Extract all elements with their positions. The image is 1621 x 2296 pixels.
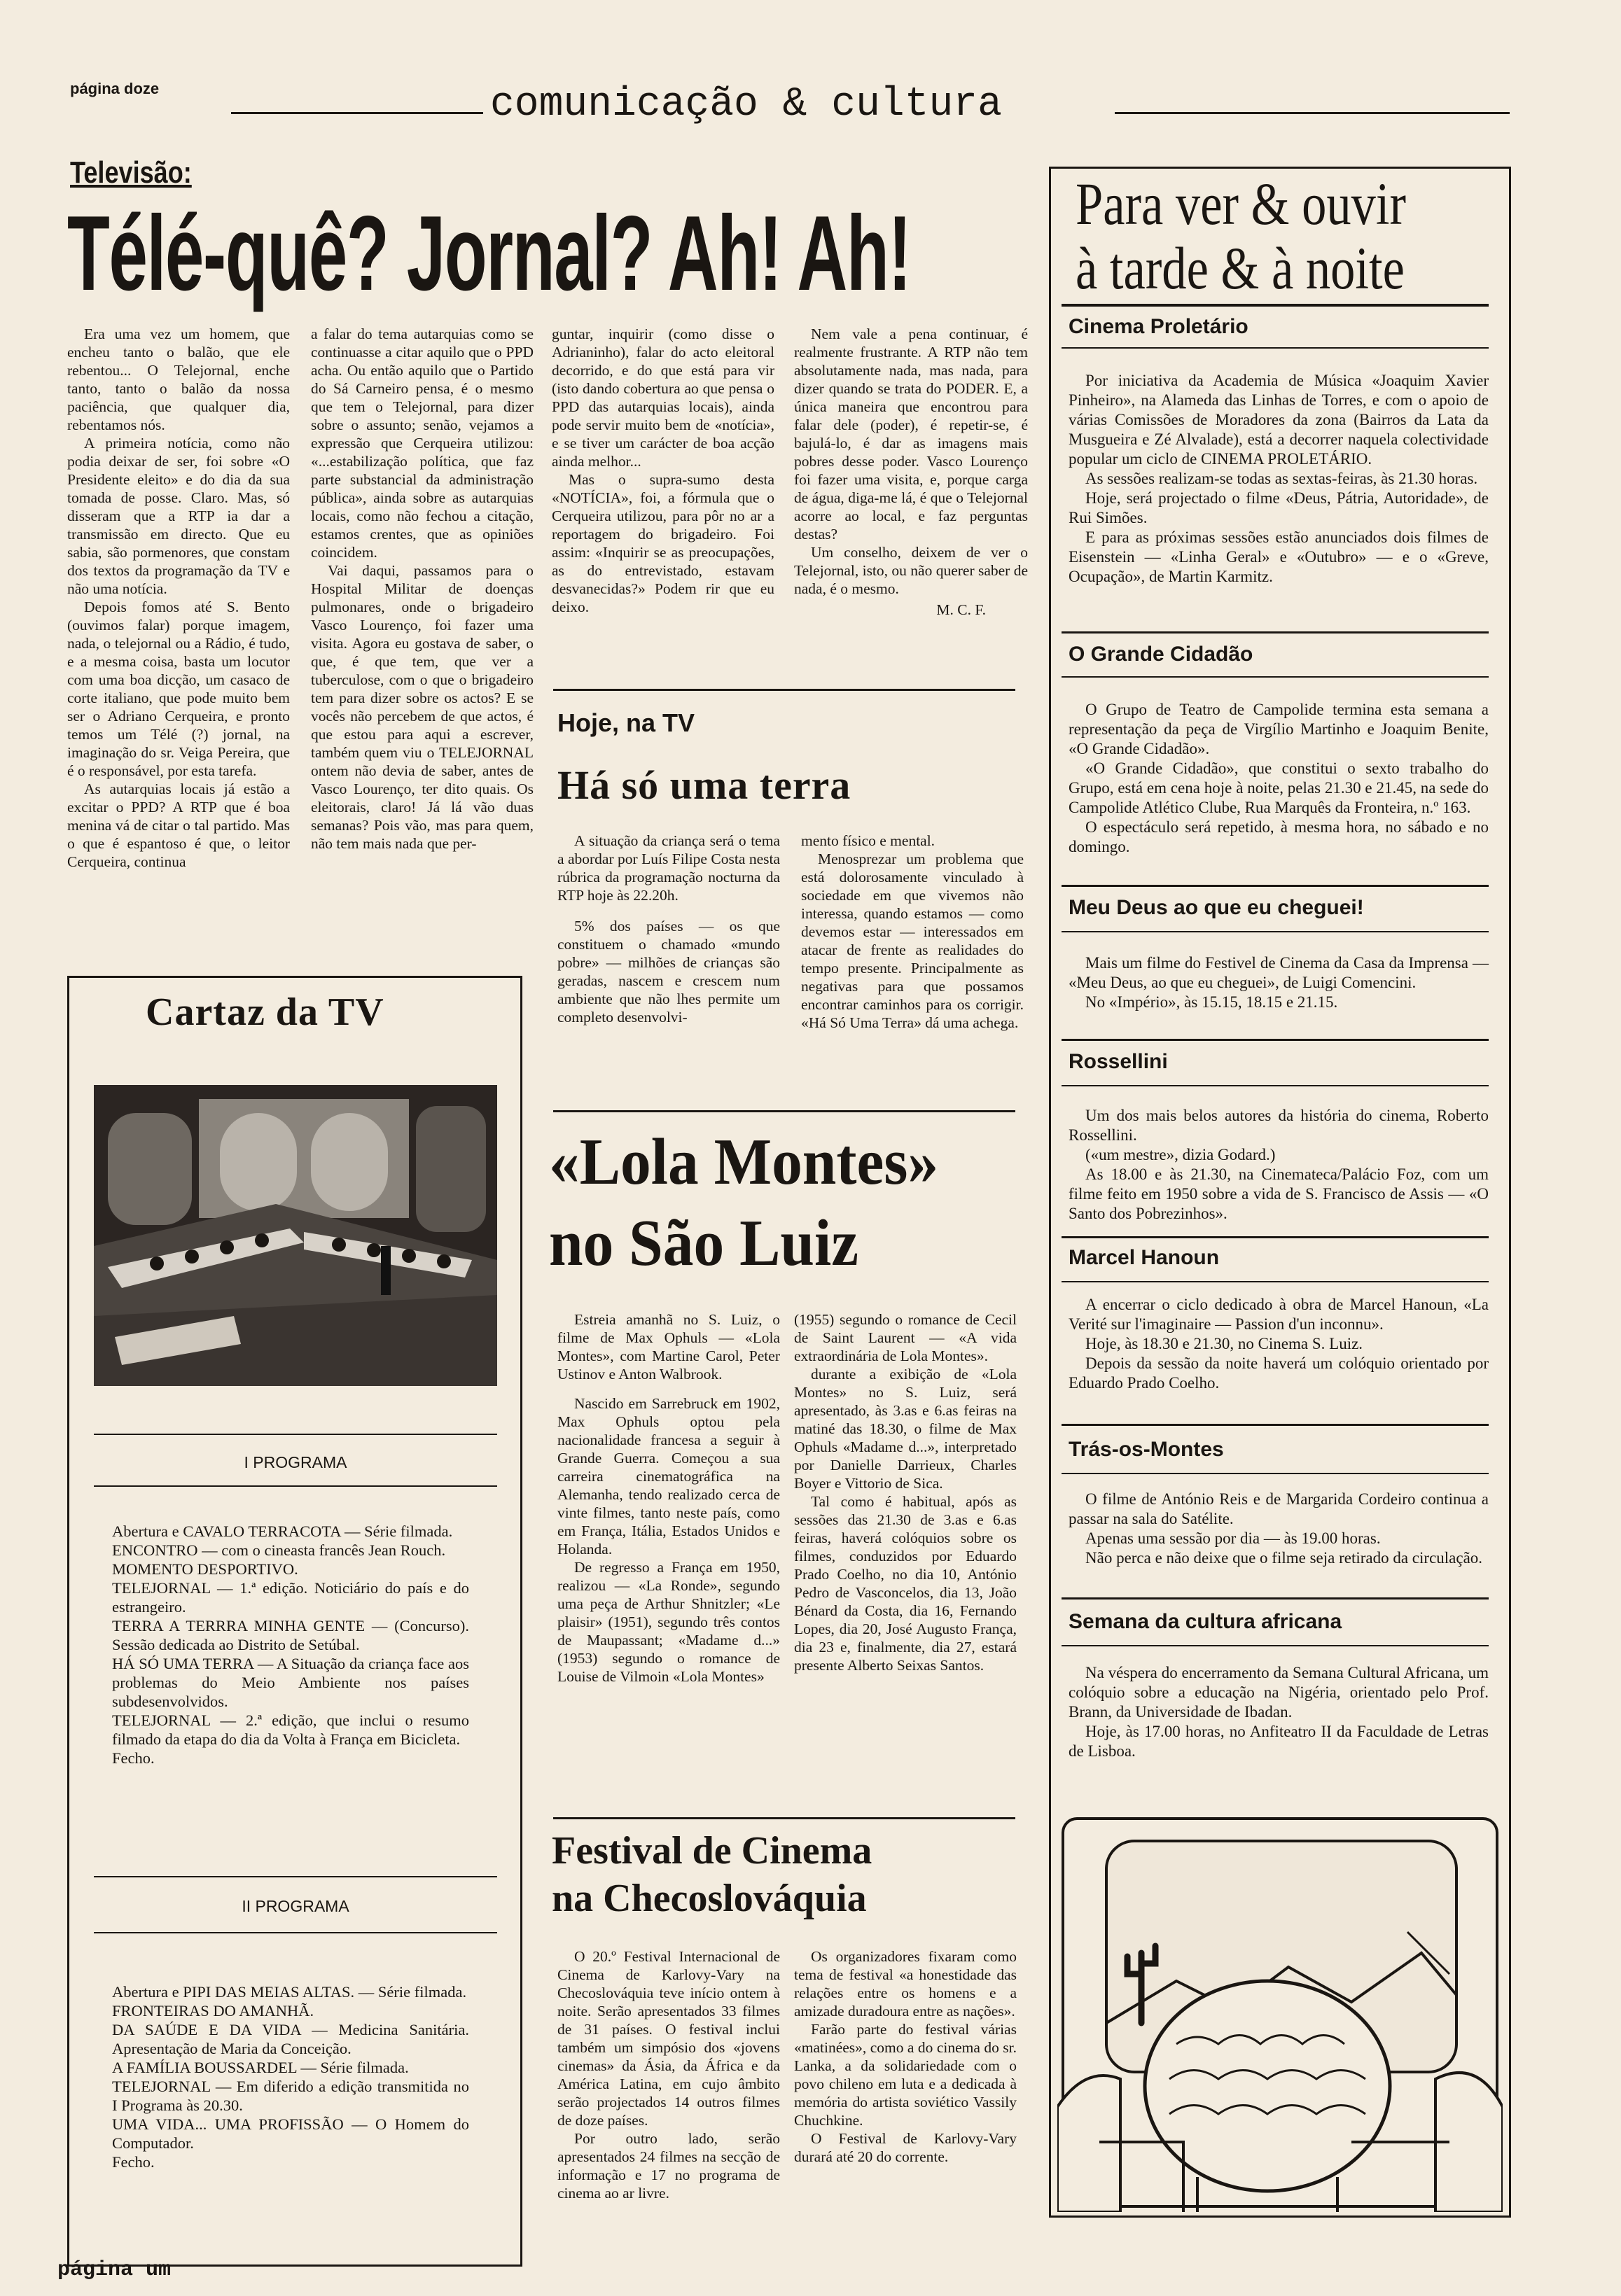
paragraph: («um mestre», dizia Godard.) (1085, 1146, 1276, 1163)
list-item: UMA VIDA... UMA PROFISSÃO — O Homem do Computador. (112, 2115, 469, 2152)
tv-article-col3 (552, 325, 774, 616)
divider (1062, 1085, 1489, 1086)
paragraph: «O Grande Cidadão», que constitui o sexto trabalho do Grupo, está em cena hoje à noite, pelas 21.30 e 21.45, na sede do Campolide Atlético Clube, Rua Marquês da Fronteira, n.º 163. (1069, 760, 1489, 816)
festival-headline-line2: na Checoslováquia (552, 1877, 867, 1920)
paragraph: Farão parte do festival várias «matinées», como a do cinema do sr. Lanka, a da solidariedade com o povo chileno em luta e a dedicada à memória do artista soviético Vassily Chuchkine. (794, 2021, 1017, 2129)
event-body (1069, 700, 1489, 857)
paragraph: Mas o supra-sumo desta «NOTÍCIA», foi, a fórmula que o Cerqueira utilizou, para pôr no ar a reportagem do brigadeiro. Foi assim: «Inquirir se as preocupações, as do entrevistado, estavam desvanecidas?» Podem rir que eu deixo. (552, 471, 774, 615)
paragraph: O espectáculo será repetido, à mesma hora, no sábado e no domingo. (1069, 818, 1489, 855)
paragraph: As 18.00 e às 21.30, na Cinemateca/Palácio Foz, com um filme feito em 1950 sobre a vida de S. Francisco de Assis — «O Santo dos Pobrezinhos». (1069, 1166, 1489, 1222)
list-item: FRONTEIRAS DO AMANHÃ. (112, 2002, 314, 2019)
list-item: TELEJORNAL — 1.ª edição. Noticiário do país e do estrangeiro. (112, 1579, 469, 1616)
paragraph: Vai daqui, passamos para o Hospital Militar de doenças pulmonares, onde o brigadeiro Vasco Lourenço, foi fazer uma visita. Agora eu gostava de saber, o que, é que tem, que ver a tuberculose, com o que o brigadeiro tem para dizer sobre os actos? E se vocês não percebem de que actos, é que estou para aqui a escrever, também quem viu o TELEJORNAL ontem não devia de saber, antes de Vasco Lourenço, ter dito quais. Os eleitorais, claro! Já lá vão duas semanas? Pois vão, mas para quem, não tem mais nada que per- (311, 562, 534, 852)
divider (553, 1817, 1015, 1819)
article-headline: Télé-quê? Jornal? Ah! Ah! (67, 194, 911, 313)
sidebar-title-line1: Para ver & ouvir (1076, 170, 1406, 237)
event-body (1069, 1295, 1489, 1393)
paragraph: Depois da sessão da noite haverá um colóquio orientado por Eduardo Prado Coelho. (1069, 1354, 1489, 1392)
paragraph: As sessões realizam-se todas as sextas-feiras, às 21.30 horas. (1085, 470, 1478, 487)
tv-studio-illustration (94, 1085, 497, 1386)
paragraph: E para as próximas sessões estão anunciados dois filmes de Eisenstein — «Linha Geral» e «Outubro» — e o «Greve, Ocupação», de Martin Karmitz. (1069, 528, 1489, 585)
festival-col2 (794, 1947, 1017, 2166)
tv-article-col2 (311, 325, 534, 853)
divider (1062, 1281, 1489, 1282)
hoje-col2 (801, 832, 1024, 1032)
program-2-title: II PROGRAMA (242, 1897, 349, 1915)
paragraph: Um conselho, deixem de ver o Telejornal, isto, ou não querer saber de nada, é o mesmo. (794, 544, 1029, 597)
list-item: Abertura e CAVALO TERRACOTA — Série filmada. (112, 1522, 453, 1540)
paragraph: No «Império», às 15.15, 18.15 e 21.15. (1085, 993, 1338, 1011)
tv-listings-title: Cartaz da TV (146, 990, 384, 1034)
paragraph: Hoje, será projectado o filme «Deus, Pátria, Autoridade», de Rui Simões. (1069, 489, 1489, 526)
event-heading: Rossellini (1069, 1050, 1168, 1073)
list-item: Fecho. (112, 2153, 155, 2171)
list-item: A FAMÍLIA BOUSSARDEL — Série filmada. (112, 2059, 409, 2076)
footer-page-label: página um (57, 2258, 172, 2282)
divider (1062, 1424, 1489, 1426)
paragraph: Estreia amanhã no S. Luiz, o filme de Max Ophuls — «Lola Montes», com Martine Carol, Peter Ustinov e Anton Walbrook. (557, 1311, 780, 1382)
program-1-title: I PROGRAMA (244, 1453, 347, 1471)
paragraph: Depois fomos até S. Bento (ouvimos falar) porque imagem, nada, o telejornal ou a Rádio, é tudo, e a mesma coisa, basta um locutor com uma boa dicção, um casaco de corte italiano, que pode muito bem ser o Adriano Cerqueira, e pronto temos um Télé (?) jornal, na imaginação do sr. Veiga Pereira, que é o responsável, por esta tarefa. (67, 598, 290, 779)
paragraph: A primeira notícia, como não podia deixar de ser, foi sobre «O Presidente eleito» e do dia da sua tomada de posse. Claro. Mas, só disseram que a RTP ia dar a transmissão em directo. Que eu sabia, são pormenores, que constam dos textos da programação da TV e não uma notícia. (67, 435, 290, 597)
lola-headline-line1: «Lola Montes» (549, 1126, 939, 1198)
event-body (1069, 953, 1489, 1012)
program-1-list (112, 1522, 469, 1768)
festival-col1 (557, 1947, 780, 2202)
divider (94, 1485, 497, 1487)
paragraph: A encerrar o ciclo dedicado à obra de Marcel Hanoun, «La Verité sur l'imaginaire — Passion d'un inconnu». (1069, 1296, 1489, 1333)
paragraph: durante a exibição de «Lola Montes» no S. Luiz, será apresentado, às 3.as e 6.as feiras na matiné das 18.30, o filme de Max Ophuls «Madame d...», interpretado por Danielle Darrieux, Charles Boyer e Vittorio de Sica. (794, 1366, 1017, 1492)
paragraph: Mais um filme do Festivel de Cinema da Casa da Imprensa — «Meu Deus, ao que eu cheguei», de Luigi Comencini. (1069, 954, 1489, 991)
divider (1062, 1039, 1489, 1041)
divider (1062, 931, 1489, 932)
paragraph: a falar do tema autarquias como se continuasse a citar aquilo que o PPD acha. Ou então aquilo que o Partido do Sá Carneiro pensa, é o mesmo que tem o Telejornal, para dizer sobre o assunto; senão, vejamos a expressão que Cerqueira utilizou: «...estabilização política, que faz parte substancial da administração pública», ainda sobre as autarquias locais, como não fechou a citação, estamos crentes, que as opiniões coincidem. (311, 326, 534, 561)
paragraph: Era uma vez um homem, que encheu tanto o balão, que ele rebentou... O Telejornal, enche tanto, tanto o balão da nossa paciência, que qualquer dia, rebentamos nós. (67, 326, 290, 433)
paragraph: O Festival de Karlovy-Vary durará até 20 do corrente. (794, 2130, 1017, 2165)
divider (553, 1110, 1015, 1112)
divider (553, 689, 1015, 691)
program-2-list (112, 1982, 469, 2171)
paragraph: Não perca e não deixe que o filme seja retirado da circulação. (1085, 1549, 1483, 1567)
paragraph: Na véspera do encerramento da Semana Cultural Africana, um colóquio sobre a educação na Nigéria, orientado pelo Prof. Brann, da Universidade de Ibadan. (1069, 1664, 1489, 1721)
list-item: TELEJORNAL — Em diferido a edição transmitida no I Programa às 20.30. (112, 2078, 469, 2114)
divider (1062, 1236, 1489, 1238)
cartoon-illustration (1057, 1813, 1503, 2212)
paragraph: Nem vale a pena continuar, é realmente frustrante. A RTP não tem absolutamente nada, mas nada, para dizer quando se trata do PODER. E, a única maneira que encontrou para falar dele (poder), é repetir-se, é bajulá-lo, é dar as imagens mais pobres desse poder. Vasco Lourenço foi fazer uma visita, e, porque carga de água, diga-me lá, é que o Telejornal acorre ao local, e faz perguntas destas? (794, 326, 1028, 542)
paragraph: Tal como é habitual, após as sessões das 21.30 de 3.as e 6.as feiras, haverá colóquios sobre os filmes, conduzidos por Eduardo Prado Coelho, no dia 10, António Pedro de Vasconcelos, dia 13, João Bénard da Costa, dia 16, Fernando Lopes, dia 20, José Augusto França, dia 23 e, finalmente, dia 27, estará presente Alberto Seixas Santos. (794, 1493, 1017, 1674)
list-item: ENCONTRO — com o cineasta francês Jean Rouch. (112, 1541, 446, 1559)
divider (1062, 631, 1489, 634)
event-heading: Cinema Proletário (1069, 315, 1248, 338)
paragraph: Por outro lado, serão apresentados 24 filmes na secção de informação e 17 no programa de cinema ao ar livre. (557, 2130, 780, 2202)
list-item: Abertura e PIPI DAS MEIAS ALTAS. — Série filmada. (112, 1983, 467, 2001)
tv-article-col1 (67, 325, 290, 871)
paragraph: guntar, inquirir (como disse o Adrianinho), falar do acto eleitoral decorrido, e do que está para vir (isto dando cobertura ao que pensa o PPD das autarquias locais), ainda pode servir muito bem de «notícia», e se tiver um carácter de boa acção ainda melhor... (552, 326, 774, 470)
lola-headline-line2: no São Luiz (549, 1207, 859, 1280)
event-body (1069, 1106, 1489, 1224)
cartoon-viewer-icon (1057, 1813, 1503, 2212)
section-title: comunicação & cultura (490, 82, 1002, 127)
signature: M. C. F. (936, 601, 986, 618)
paragraph: O 20.º Festival Internacional de Cinema de Karlovy-Vary na Checoslováquia teve início ontem à noite. Serão apresentados 33 filmes de 31 países. O festival inclui também um simpósio dos «jovens cinemas» da Ásia, da África e da América Latina, em cujo âmbito serão projectados 14 outros filmes de doze países. (557, 1948, 780, 2129)
paragraph: O filme de António Reis e de Margarida Cordeiro continua a passar na sala do Satélite. (1069, 1490, 1489, 1527)
paragraph: De regresso a França em 1950, realizou — «La Ronde», segundo uma peça de Arthur Shnitzler; «Le plaisir» (1951), segundo três contos de Maupassant; «Madame d...» (1953) segundo o romance de Louise de Vilmoin «Lola Montes» (557, 1559, 780, 1685)
event-heading: Trás-os-Montes (1069, 1438, 1224, 1461)
list-item: MOMENTO DESPORTIVO. (112, 1560, 298, 1578)
page-number-label: página doze (70, 80, 160, 97)
hoje-headline: Há só uma terra (557, 762, 851, 808)
event-heading: O Grande Cidadão (1069, 643, 1253, 666)
list-item: TERRA A TERRRA MINHA GENTE — (Concurso). Sessão dedicada ao Distrito de Setúbal. (112, 1617, 469, 1653)
divider (94, 1434, 497, 1435)
paragraph: Hoje, às 17.00 horas, no Anfiteatro II da Faculdade de Letras de Lisboa. (1069, 1723, 1489, 1760)
divider (1062, 1645, 1489, 1646)
divider (1062, 676, 1489, 678)
list-item: Fecho. (112, 1749, 155, 1767)
paragraph: Hoje, às 18.30 e 21.30, no Cinema S. Luiz. (1085, 1335, 1363, 1352)
event-body (1069, 1490, 1489, 1568)
list-item: TELEJORNAL — 2.ª edição, que inclui o resumo filmado da etapa do dia da Volta à França em Bicicleta. (112, 1712, 469, 1748)
paragraph: Por iniciativa da Academia de Música «Joaquim Xavier Pinheiro», na Alameda das Linhas de Torres, e com o apoio de várias Comissões de Moradores da zona (Bairros da Lata da Musgueira e Zé Alvalade), está a decorrer naquela colectividade popular um ciclo de CINEMA PROLETÁRIO. (1069, 372, 1489, 468)
paragraph: Apenas uma sessão por dia — às 19.00 horas. (1085, 1530, 1381, 1547)
paragraph: mento físico e mental. (801, 832, 935, 849)
divider (1062, 1473, 1489, 1474)
header-rule-right (1115, 112, 1510, 114)
paragraph: Um dos mais belos autores da história do cinema, Roberto Rossellini. (1069, 1107, 1489, 1144)
paragraph: (1955) segundo o romance de Cecil de Saint Laurent — «A vida extraordinária de Lola Montes». (794, 1311, 1017, 1364)
event-heading: Semana da cultura africana (1069, 1610, 1342, 1633)
paragraph: As autarquias locais já estão a excitar o PPD? A RTP que é boa menina vá de citar o tal partido. Mas o que é espantoso é que, o leitor Cerqueira, continua (67, 780, 290, 870)
event-body (1069, 1663, 1489, 1761)
hoje-col1 (557, 832, 780, 1026)
paragraph: Os organizadores fixaram como tema de festival «a honestidade das relações entre os homens e a amizade duradoura entre as nações». (794, 1948, 1017, 2019)
sidebar-title-line2: à tarde & à noite (1076, 234, 1405, 302)
event-body (1069, 371, 1489, 587)
paragraph: 5% dos países — os que constituem o chamado «mundo pobre» — milhões de crianças são geradas, nascem e crescem num ambiente que não lhes permite um completo desenvolvi- (557, 918, 780, 1026)
divider (1062, 347, 1489, 349)
divider (1062, 1597, 1489, 1600)
paragraph: O Grupo de Teatro de Campolide termina esta semana a representação da peça de Virgílio Martinho e Joaquim Benite, «O Grande Cidadão». (1069, 701, 1489, 757)
paragraph: Menosprezar um problema que está dolorosamente vinculado à sociedade em que vivemos não interessa, quando estamos — como devemos estar — interessados em atacar de frente as realidades do tempo presente. Principalmente as negativas para que possamos encontrar caminhos para os corrigir. «Há Só Uma Terra» dá uma achega. (801, 850, 1024, 1031)
tv-article-col4 (794, 325, 1028, 619)
list-item: HÁ SÓ UMA TERRA — A Situação da criança face aos problemas do Meio Ambiente nos países subdesenvolvidos. (112, 1655, 469, 1710)
event-heading: Marcel Hanoun (1069, 1246, 1220, 1269)
divider (1062, 304, 1489, 307)
festival-headline-line1: Festival de Cinema (552, 1829, 872, 1872)
header-rule-left (231, 112, 483, 114)
paragraph: A situação da criança será o tema a abordar por Luís Filipe Costa nesta rúbrica da programação nocturna da RTP hoje às 22.20h. (557, 832, 780, 904)
lola-col1 (557, 1310, 780, 1686)
article-kicker: Televisão: (70, 155, 192, 190)
divider (1062, 885, 1489, 887)
paragraph: Nascido em Sarrebruck em 1902, Max Ophuls optou pela nacionalidade francesa a seguir à Grande Guerra. Começou a sua carreira cinematográfica na Alemanha, tendo realizado cerca de vinte filmes, tanto neste país, como em França, Itália, Estados Unidos e Holanda. (557, 1395, 780, 1558)
list-item: DA SAÚDE E DA VIDA — Medicina Sanitária. Apresentação de Maria da Conceição. (112, 2021, 469, 2057)
divider (94, 1932, 497, 1933)
lola-col2 (794, 1310, 1017, 1674)
hoje-kicker: Hoje, na TV (557, 708, 695, 737)
tv-studio-photo (94, 1085, 497, 1386)
divider (94, 1876, 497, 1877)
event-heading: Meu Deus ao que eu cheguei! (1069, 896, 1364, 919)
